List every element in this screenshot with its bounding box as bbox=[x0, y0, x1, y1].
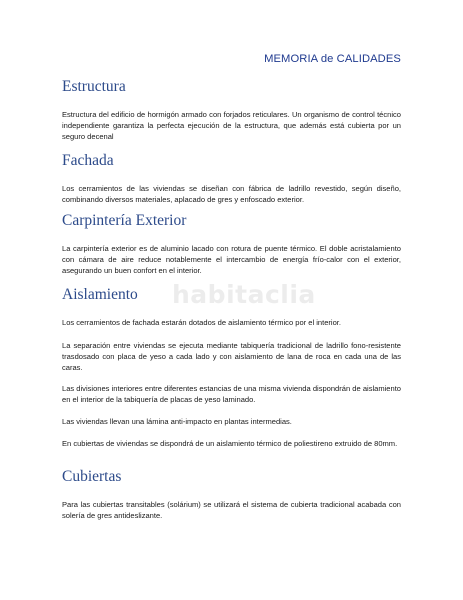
paragraph-estructura: Estructura del edificio de hormigón armado con forjados reticulares. Un organismo de control técnico independiente garantiza la perfecta ejecución de la estructura, que además está cubierta por un seguro decenal bbox=[62, 110, 401, 141]
document-title: MEMORIA de CALIDADES bbox=[264, 53, 401, 65]
watermark-logo: habitaclia bbox=[172, 280, 316, 309]
paragraph-cubiertas: Para las cubiertas transitables (solárium) se utilizará el sistema de cubierta tradicional acabada con solería de gres antideslizante. bbox=[62, 500, 401, 520]
section-heading-aislamiento: Aislamiento bbox=[62, 286, 138, 303]
paragraph-aislamiento-cubiertas: En cubiertas de viviendas se dispondrá de un aislamiento térmico de poliestireno extruido de 80mm. bbox=[62, 439, 398, 448]
paragraph-aislamiento-divisiones: Las divisiones interiores entre diferentes estancias de una misma vivienda dispondrán de aislamiento en el interior de la tabiquería de placas de yeso laminado. bbox=[62, 384, 401, 404]
paragraph-aislamiento-lamina: Las viviendas llevan una lámina anti-impacto en plantas intermedias. bbox=[62, 417, 292, 426]
paragraph-aislamiento-fachada: Los cerramientos de fachada estarán dotados de aislamiento térmico por el interior. bbox=[62, 318, 341, 327]
section-heading-fachada: Fachada bbox=[62, 152, 114, 169]
section-heading-carpinteria-exterior: Carpintería Exterior bbox=[62, 212, 187, 229]
paragraph-aislamiento-separacion: La separación entre viviendas se ejecuta mediante tabiquería tradicional de ladrillo fono-resistente trasdosado con placa de yeso a cada lado y con aislamiento de lana de roca en cada una de las caras. bbox=[62, 341, 401, 372]
paragraph-carpinteria-exterior: La carpintería exterior es de aluminio lacado con rotura de puente térmico. El doble acristalamiento con cámara de aire reduce notablemente el intercambio de energía frío-calor con el exterior, asegurando un buen confort en el interior. bbox=[62, 244, 401, 275]
section-heading-cubiertas: Cubiertas bbox=[62, 468, 122, 485]
section-heading-estructura: Estructura bbox=[62, 78, 126, 95]
paragraph-fachada: Los cerramientos de las viviendas se diseñan con fábrica de ladrillo revestido, según diseño, combinando diversos materiales, aplacado de gres y enfoscado exterior. bbox=[62, 184, 401, 204]
